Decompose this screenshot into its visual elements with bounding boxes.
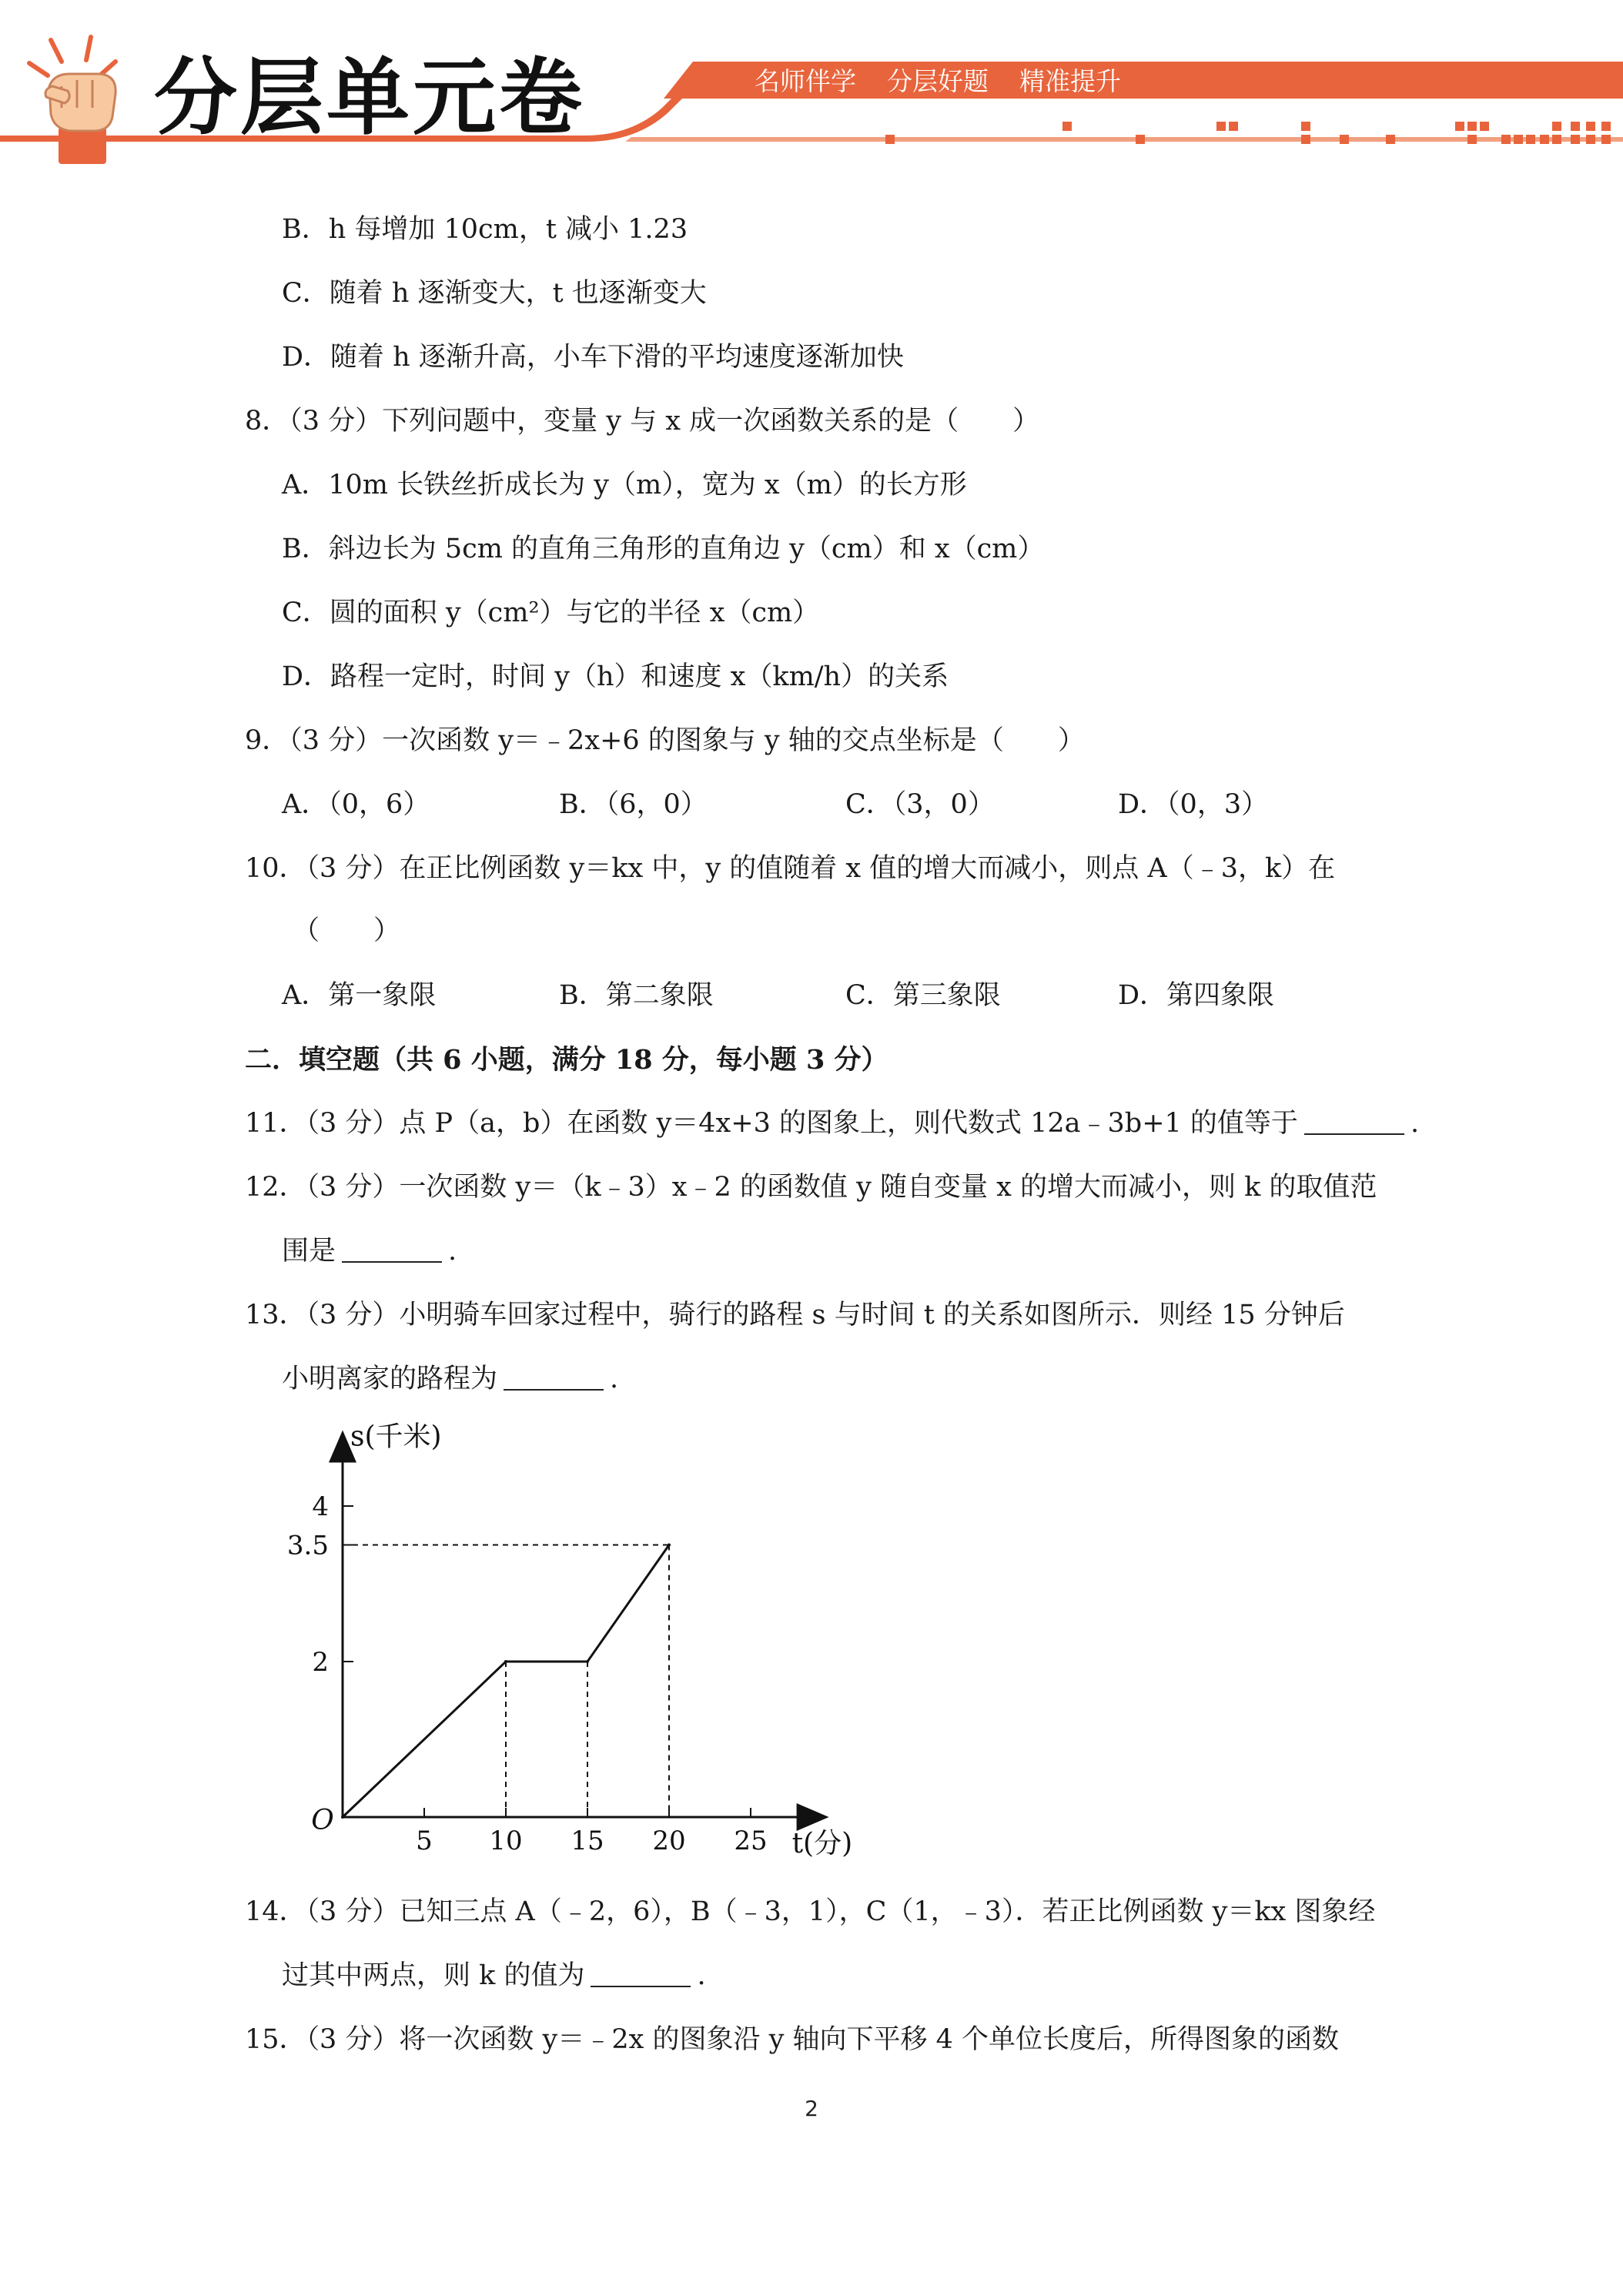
q14-stem-continued: 过其中两点，则 k 的值为 xyxy=(282,1960,585,1991)
y-axis-label: s(千米) xyxy=(350,1421,442,1453)
data-point xyxy=(668,1544,671,1547)
q10-stem-continued: （ ） xyxy=(293,915,401,946)
q11-end: . xyxy=(1410,1108,1420,1139)
q11-line xyxy=(245,1110,1419,1137)
q10-option-c: C．第三象限 xyxy=(845,980,1001,1011)
q12-stem-continued: 围是 xyxy=(282,1236,336,1267)
slogan-2: 分层好题 xyxy=(887,66,989,96)
q14-line2 xyxy=(282,1960,706,1991)
q10-option-b: B．第二象限 xyxy=(559,980,714,1011)
answer-blank xyxy=(1304,1110,1404,1135)
q7-option-d: D．随着 h 逐渐升高，小车下滑的平均速度逐渐加快 xyxy=(282,342,904,373)
slogan-1: 名师伴学 xyxy=(755,66,856,96)
q8-stem: 8．（3 分）下列问题中，变量 y 与 x 成一次函数关系的是（ ） xyxy=(245,406,1040,437)
x-tick-label: 25 xyxy=(734,1826,768,1856)
q12-stem: 12．（3 分）一次函数 y＝（k﹣3）x﹣2 的函数值 y 随自变量 x 的增大而减小，则 k 的取值范 xyxy=(245,1172,1377,1203)
q10-option-d: D．第四象限 xyxy=(1118,980,1275,1011)
q7-option-b: B．h 每增加 10cm，t 减小 1.23 xyxy=(282,214,688,245)
q14-end: . xyxy=(697,1960,706,1991)
q8-option-d: D．路程一定时，时间 y（h）和速度 x（km/h）的关系 xyxy=(282,661,949,692)
brand-title: 分层单元卷 xyxy=(154,50,586,146)
data-point xyxy=(341,1816,344,1819)
answer-blank xyxy=(591,1963,691,1987)
q13-stem-continued: 小明离家的路程为 xyxy=(282,1364,498,1394)
section-heading: 二．填空题（共 6 小题，满分 18 分，每小题 3 分） xyxy=(245,1044,888,1076)
x-tick-label: 10 xyxy=(489,1826,523,1856)
chart-svg xyxy=(277,1417,893,1863)
slogan-3: 精准提升 xyxy=(1019,66,1121,96)
q9-option-c: C．（3，0） xyxy=(845,789,995,820)
slogan-bar xyxy=(755,62,1121,98)
q13-end: . xyxy=(610,1364,619,1394)
q8-option-a: A．10m 长铁丝折成长为 y（m），宽为 x（m）的长方形 xyxy=(282,470,967,500)
answer-blank xyxy=(342,1238,442,1263)
q13-line2 xyxy=(282,1366,618,1393)
q9-option-a: A．（0，6） xyxy=(282,789,430,820)
page-header xyxy=(0,0,1623,169)
y-tick-label: 4 xyxy=(312,1491,329,1522)
q11-stem: 11．（3 分）点 P（a，b）在函数 y＝4x+3 的图象上，则代数式 12a﹣3b+1 的值等于 xyxy=(245,1108,1298,1139)
data-point xyxy=(504,1660,507,1663)
q10-option-a: A．第一象限 xyxy=(282,980,437,1011)
y-tick-label: 3.5 xyxy=(286,1530,329,1561)
q15-stem: 15．（3 分）将一次函数 y＝﹣2x 的图象沿 y 轴向下平移 4 个单位长度后，所得图象的函数 xyxy=(245,2024,1340,2055)
distance-time-chart xyxy=(277,1417,893,1863)
q12-end: . xyxy=(448,1236,457,1267)
fist-icon xyxy=(0,0,154,169)
q13-stem: 13．（3 分）小明骑车回家过程中，骑行的路程 s 与时间 t 的关系如图所示．则经 15 分钟后 xyxy=(245,1300,1345,1330)
answer-blank xyxy=(504,1366,604,1391)
q8-option-c: C．圆的面积 y（cm²）与它的半径 x（cm） xyxy=(282,597,820,628)
y-tick-label: 2 xyxy=(312,1647,329,1678)
q9-option-d: D．（0，3） xyxy=(1118,789,1269,820)
page-number: 2 xyxy=(805,2096,818,2121)
q8-option-b: B．斜边长为 5cm 的直角三角形的直角边 y（cm）和 x（cm） xyxy=(282,534,1045,564)
q9-option-b: B．（6，0） xyxy=(559,789,708,820)
q12-line2 xyxy=(282,1238,457,1265)
x-axis-label: t(分) xyxy=(791,1828,853,1859)
data-point xyxy=(586,1660,589,1663)
q9-stem: 9．（3 分）一次函数 y＝﹣2x+6 的图象与 y 轴的交点坐标是（ ） xyxy=(245,725,1085,756)
q14-stem: 14．（3 分）已知三点 A（﹣2，6），B（﹣3，1），C（1，﹣3）．若正比例函数 y＝kx 图象经 xyxy=(245,1896,1376,1927)
q7-option-c: C．随着 h 逐渐变大，t 也逐渐变大 xyxy=(282,278,707,309)
x-tick-label: 20 xyxy=(652,1826,686,1856)
x-tick-label: 5 xyxy=(416,1826,433,1856)
origin-label: O xyxy=(311,1805,334,1836)
x-tick-label: 15 xyxy=(571,1826,604,1856)
q10-stem: 10．（3 分）在正比例函数 y＝kx 中，y 的值随着 x 值的增大而减小，则点 A（﹣3，k）在 xyxy=(245,853,1336,884)
